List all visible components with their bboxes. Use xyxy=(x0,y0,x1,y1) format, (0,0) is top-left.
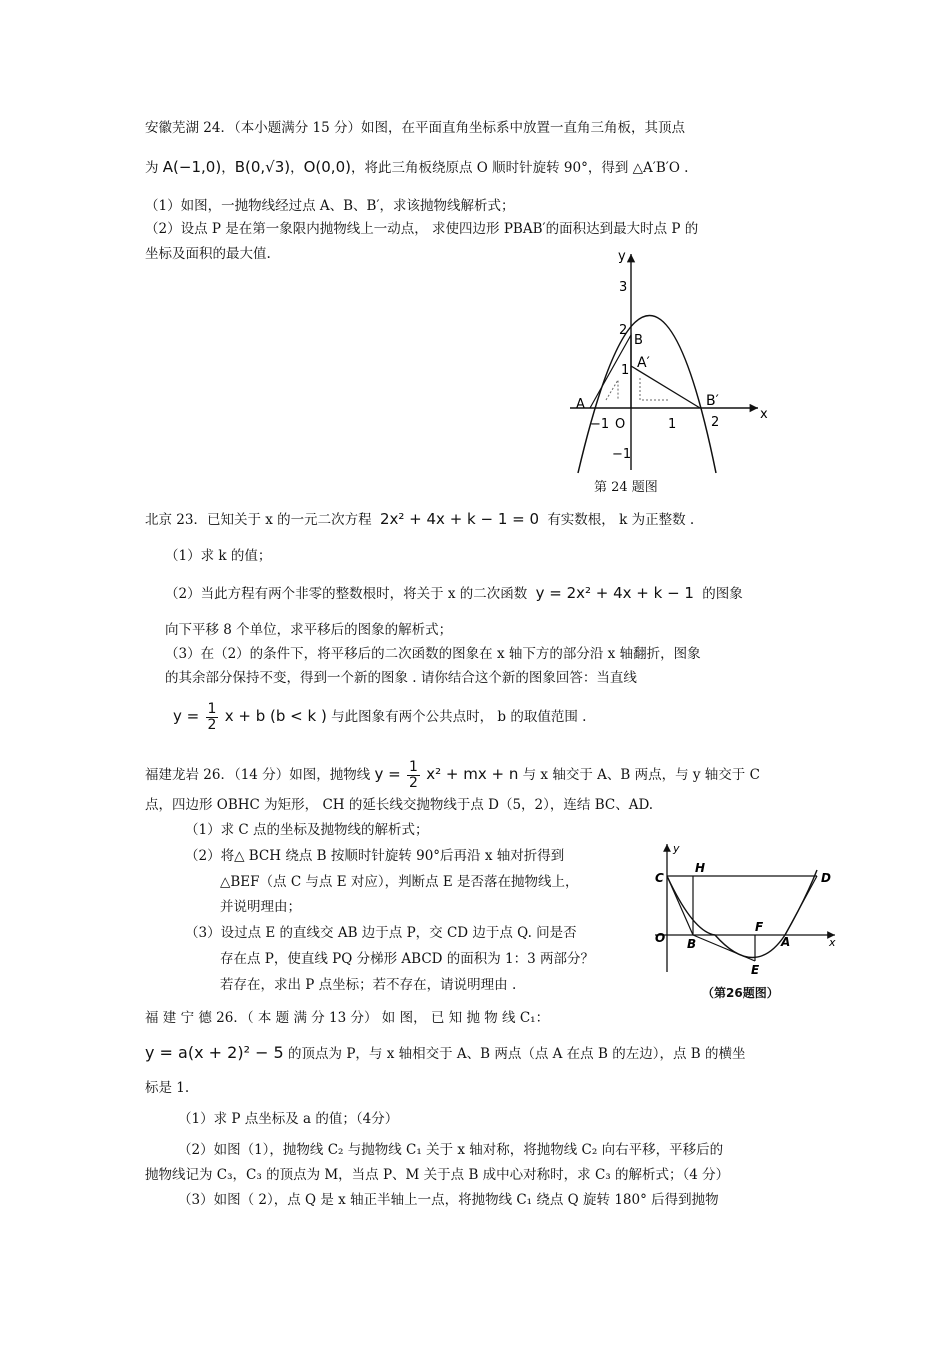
p26a-question-3-end: 若存在，求出 P 点坐标；若不存在，请说明理由 . xyxy=(220,977,517,993)
p23-line-rest: x + b (b < k ) xyxy=(224,707,327,725)
p23-line-1 xyxy=(145,509,694,530)
fraction-num: 1 xyxy=(409,759,418,775)
p23-line-1-start: 北京 23．已知关于 x 的一元二次方程 xyxy=(145,512,372,528)
p26a-figure-caption: （第26题图） xyxy=(702,986,779,1000)
label-f: F xyxy=(755,920,764,934)
p26a-line-1-end: 与 x 轴交于 A、B 两点，与 y 轴交于 C xyxy=(522,767,760,783)
tick-y-minus-1: −1 xyxy=(612,447,632,462)
fraction-one-half xyxy=(206,702,219,733)
label-b-prime: B′ xyxy=(706,393,719,409)
p26b-question-2: （2）如图（1），抛物线 C₂ 与抛物线 C₁ 关于 x 轴对称，将抛物线 C₂ 向右平移，平移后的 xyxy=(178,1142,724,1158)
p26a-question-1: （1）求 C 点的坐标及抛物线的解析式； xyxy=(185,822,429,838)
parabola-curve xyxy=(578,316,716,474)
label-e: E xyxy=(751,963,760,977)
tick-y-3: 3 xyxy=(619,280,628,295)
p23-question-3: （3）在（2）的条件下，将平移后的二次函数的图象在 x 轴下方的部分沿 x 轴翻折，图象 xyxy=(165,646,701,662)
tick-x-1: 1 xyxy=(668,417,677,432)
segment-be xyxy=(693,935,755,961)
point-a-coord: A(−1,0) xyxy=(162,158,222,176)
p26b-question-3: （3）如图（ 2），点 Q 是 x 轴正半轴上一点，将抛物线 C₁ 绕点 Q 旋转 180° 后得到抛物 xyxy=(178,1192,719,1208)
p23-question-3-cont: 的其余部分保持不变，得到一个新的图象 . 请你结合这个新的图象回答：当直线 xyxy=(165,670,637,686)
inner-triangle-left xyxy=(606,380,618,400)
p24-question-2-cont: 坐标及面积的最大值. xyxy=(145,246,271,262)
p24-line-2: 为 A(−1,0)，B(0,√3)，O(0,0)，将此三角板绕原点 O 顺时针旋转 90°，得到 △A′B′O . xyxy=(145,158,689,176)
p24-figure-caption: 第 24 题图 xyxy=(594,480,658,495)
p26a-question-2: （2）将△ BCH 绕点 B 按顺时针旋转 90°后再沿 x 轴对折得到 xyxy=(185,848,565,864)
label-b: B xyxy=(687,937,697,951)
label-a: A xyxy=(576,397,585,412)
label-a: A xyxy=(781,935,791,949)
p26b-line-2-text: 的顶点为 P，与 x 轴相交于 A、B 两点（点 A 在点 B 的左边），点 B 的横坐 xyxy=(288,1046,746,1062)
label-d: D xyxy=(821,871,831,885)
point-o-coord: O(0,0) xyxy=(303,158,351,176)
p26a-line-1 xyxy=(145,756,760,793)
p23-question-2-end: 的图象 xyxy=(702,586,743,602)
p26a-question-3: （3）设过点 E 的直线交 AB 边于点 P，交 CD 边于点 Q. 问是否 xyxy=(185,925,577,941)
p26b-line-3: 标是 1. xyxy=(145,1080,190,1096)
tick-x-2: 2 xyxy=(711,415,720,430)
segment-ad xyxy=(785,876,817,935)
tick-y-2: 2 xyxy=(619,323,628,338)
p24-question-2: （2）设点 P 是在第一象限内抛物线上一动点， 求使四边形 PBAB′的面积达到最大时点 P 的 xyxy=(145,221,699,237)
label-a-prime: A′ xyxy=(637,355,650,371)
p26b-line-2 xyxy=(145,1043,745,1064)
p26b-question-1: （1）求 P 点坐标及 a 的值；（4分） xyxy=(178,1111,399,1127)
p26a-line-1-start: 福建龙岩 26．（14 分）如图，抛物线 xyxy=(145,767,371,783)
p24-line-2-start: 为 xyxy=(145,160,163,176)
fraction-den: 2 xyxy=(207,717,217,733)
p26a-eq-rest: x² + mx + n xyxy=(426,765,519,783)
p24-line-2-end: ，将此三角板绕原点 O 顺时针旋转 90°，得到 △A′B′O . xyxy=(350,160,689,176)
p23-question-3-end: 与此图象有两个公共点时， b 的取值范围 . xyxy=(331,709,587,725)
p26a-question-2-end: 并说明理由； xyxy=(220,899,301,915)
x-axis-label: x xyxy=(760,407,768,422)
x-axis-label: x xyxy=(829,936,836,949)
p23-question-3-line xyxy=(173,698,586,735)
p23-line-y: y = xyxy=(173,707,200,725)
p26b-question-2-cont: 抛物线记为 C₃，C₃ 的顶点为 M，当点 P、M 关于点 B 成中心对称时，求 C₃ 的解析式；（4 分） xyxy=(145,1167,730,1183)
p23-function: y = 2x² + 4x + k − 1 xyxy=(535,584,694,602)
tick-x-minus-1: −1 xyxy=(590,417,610,432)
p26b-line-1: 福 建 宁 德 26．（ 本 题 满 分 13 分） 如 图， 已 知 抛 物 线 C₁： xyxy=(145,1010,550,1026)
p26a-question-2-cont: △BEF（点 C 与点 E 对应），判断点 E 是否落在抛物线上， xyxy=(220,874,579,890)
label-o: O xyxy=(655,931,666,945)
fraction-den: 2 xyxy=(409,775,418,791)
p26a-eq-y: y = xyxy=(374,765,401,783)
fraction-num: 1 xyxy=(207,701,217,717)
p23-question-2-start: （2）当此方程有两个非零的整数根时，将关于 x 的二次函数 xyxy=(165,586,528,602)
y-axis-label: y xyxy=(618,249,626,264)
p23-question-2 xyxy=(165,583,743,604)
p24-question-1: （1）如图，一抛物线经过点 A、B、B′，求该抛物线解析式； xyxy=(145,198,515,214)
origin-label: O xyxy=(615,417,626,432)
fraction-one-half-2 xyxy=(407,760,420,791)
p26a-figure xyxy=(645,840,845,980)
label-b: B xyxy=(634,333,643,348)
label-h: H xyxy=(695,861,706,875)
p24-figure xyxy=(560,248,780,478)
p23-question-1: （1）求 k 的值； xyxy=(165,548,272,564)
p26a-line-2: 点，四边形 OBHC 为矩形， CH 的延长线交抛物线于点 D（5，2），连结 BC、AD. xyxy=(145,797,654,813)
p23-equation: 2x² + 4x + k − 1 = 0 xyxy=(379,510,540,528)
segment-cb xyxy=(667,876,693,935)
p26b-equation: y = a(x + 2)² − 5 xyxy=(145,1043,284,1062)
inner-triangle-right xyxy=(640,378,668,400)
p23-question-2-cont: 向下平移 8 个单位，求平移后的图象的解析式； xyxy=(165,622,453,638)
p23-line-1-end: 有实数根， k 为正整数 . xyxy=(547,512,695,528)
p26a-question-3-cont: 存在点 P，使直线 PQ 分梯形 ABCD 的面积为 1：3 两部分？ xyxy=(220,951,595,967)
y-axis-label: y xyxy=(673,842,680,855)
tick-y-1: 1 xyxy=(621,363,630,378)
label-c: C xyxy=(655,871,664,885)
p24-line-1: 安徽芜湖 24．（本小题满分 15 分）如图，在平面直角坐标系中放置一直角三角板，其顶点 xyxy=(145,120,685,136)
point-b-coord: B(0,√3) xyxy=(234,158,291,176)
